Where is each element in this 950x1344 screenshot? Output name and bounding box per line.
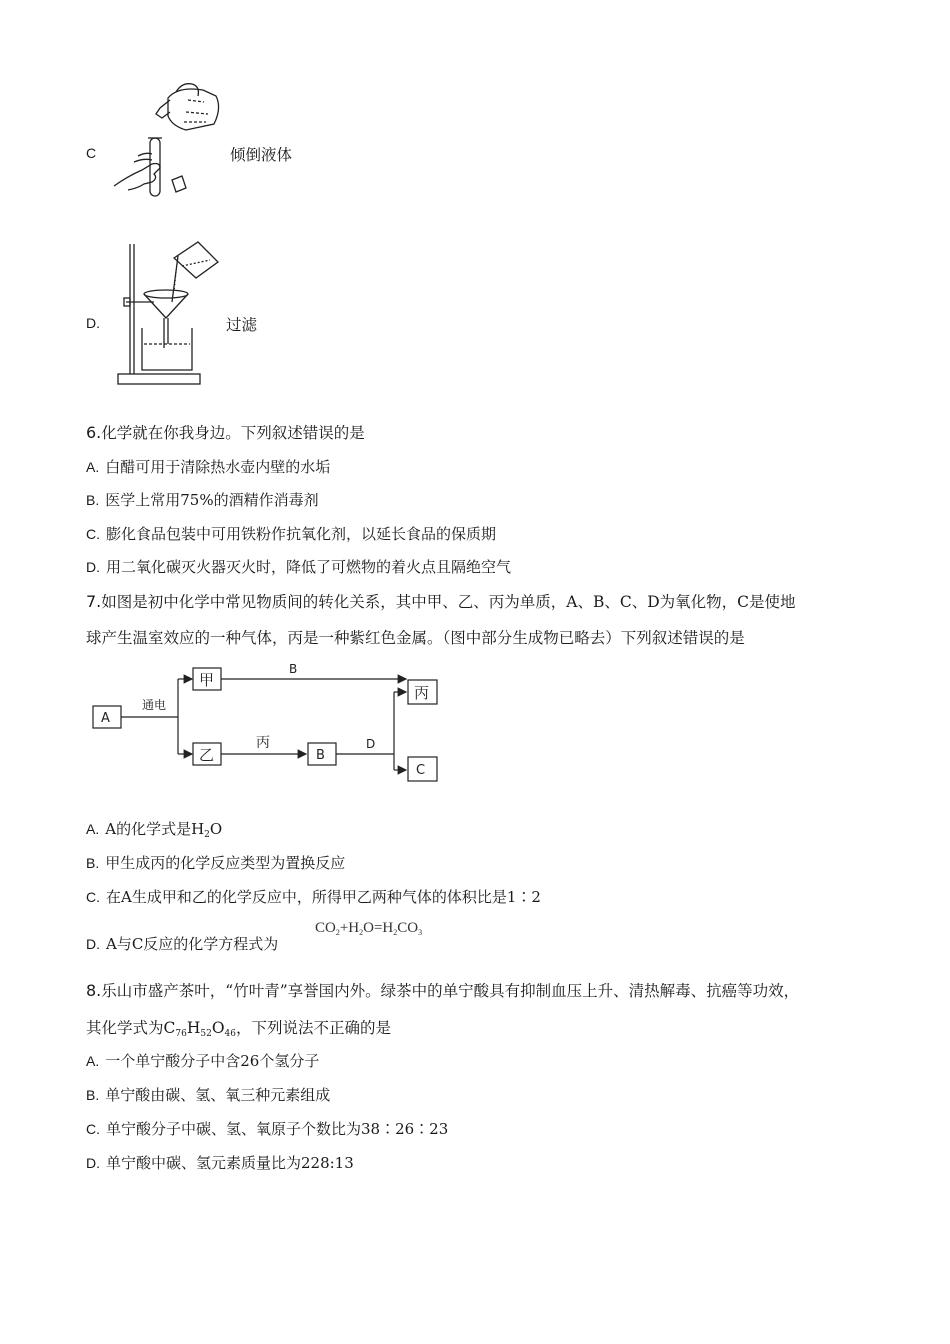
label-d-arrow: D	[366, 737, 376, 751]
option-text: 单宁酸分子中碳、氢、氧原子个数比为38∶26∶23	[106, 1120, 449, 1138]
option-c-caption: 倾倒液体	[230, 146, 293, 164]
question-6-option-b[interactable]	[86, 489, 319, 510]
node-yi: 乙	[199, 746, 215, 764]
question-7-text-line1: 如图是初中化学中常见物质间的转化关系，其中甲、乙、丙为单质，A、B、C、D为氧化物，C是使地	[101, 593, 796, 611]
question-6-option-a[interactable]	[86, 456, 330, 477]
option-letter: B.	[86, 855, 100, 871]
question-7-number: 7.	[86, 592, 102, 611]
option-letter: A.	[86, 821, 100, 837]
equation-co2-h2o: $CO_2+H_2O=H_2CO_3$	[315, 920, 423, 937]
option-text: 单宁酸中碳、氢元素质量比为228:13	[106, 1154, 354, 1172]
option-letter: D.	[86, 936, 100, 952]
option-letter: D.	[86, 559, 100, 575]
question-6-option-d[interactable]	[86, 556, 511, 577]
label-bing-arrow: 丙	[256, 735, 270, 751]
question-7-option-a[interactable]	[86, 818, 222, 840]
question-6-number: 6.	[86, 423, 102, 442]
option-text: 单宁酸由碳、氢、氧三种元素组成	[105, 1086, 331, 1104]
pouring-liquid-illustration	[108, 78, 226, 203]
option-text: 白醋可用于清除热水壶内壁的水垢	[105, 458, 331, 476]
question-6-text: 化学就在你我身边。下列叙述错误的是	[101, 424, 365, 442]
option-letter: C.	[86, 526, 100, 542]
option-text: 用二氧化碳灭火器灭火时，降低了可燃物的着火点且隔绝空气	[106, 558, 512, 576]
label-top-arrow: B	[289, 662, 298, 676]
option-text: A与C反应的化学方程式为	[106, 935, 279, 953]
option-letter: B.	[86, 1087, 100, 1103]
question-7-text-line2: 球产生温室效应的一种气体，丙是一种紫红色金属。（图中部分生成物已略去）下列叙述错误的是	[86, 629, 745, 647]
node-bing: 丙	[414, 684, 430, 702]
option-letter: B.	[86, 492, 100, 508]
option-letter: C.	[86, 1121, 100, 1137]
option-text: A的化学式是H	[105, 820, 205, 838]
node-a: A	[101, 711, 110, 726]
filtration-illustration	[112, 236, 227, 388]
node-jia: 甲	[199, 671, 215, 689]
subscript: 2	[204, 830, 210, 840]
option-text: 膨化食品包装中可用铁粉作抗氧化剂，以延长食品的保质期	[106, 525, 497, 543]
option-c-letter: C	[86, 145, 97, 161]
option-text: 甲生成丙的化学反应类型为置换反应	[105, 854, 346, 872]
option-letter: C.	[86, 889, 100, 905]
option-letter: A.	[86, 1053, 100, 1069]
question-8-text-line1: 乐山市盛产茶叶，“竹叶青”享誉国内外。绿茶中的单宁酸具有抑制血压上升、清热解毒、抗癌等功效，	[101, 982, 800, 1000]
question-8-option-d[interactable]	[86, 1152, 354, 1173]
question-8-text-line2: 其化学式为$C_{76}H_{52}O_{46}$，下列说法不正确的是	[86, 1019, 391, 1039]
label-electrolysis: 通电	[142, 698, 167, 712]
option-text-end: O	[209, 820, 223, 838]
question-7-stem	[86, 590, 796, 612]
option-d-caption: 过滤	[226, 316, 258, 334]
node-c: C	[416, 763, 426, 778]
option-text: 在A生成甲和乙的化学反应中，所得甲乙两种气体的体积比是1∶2	[106, 888, 541, 906]
question-6-option-c[interactable]	[86, 523, 496, 544]
option-text: 一个单宁酸分子中含26个氢分子	[105, 1052, 320, 1070]
question-8-stem	[86, 979, 799, 1001]
question-8-number: 8.	[86, 981, 102, 1000]
option-letter: A.	[86, 459, 100, 475]
question-8-option-c[interactable]	[86, 1118, 448, 1139]
conversion-diagram	[86, 662, 446, 786]
question-8-option-b[interactable]	[86, 1084, 330, 1105]
option-letter: D.	[86, 1155, 100, 1171]
question-8-option-a[interactable]	[86, 1050, 319, 1071]
node-b: B	[316, 748, 325, 763]
option-d-letter: D.	[86, 315, 100, 331]
question-7-option-d[interactable]	[86, 933, 278, 954]
question-7-option-b[interactable]	[86, 852, 345, 873]
question-7-option-c[interactable]	[86, 886, 541, 907]
question-6-stem	[86, 421, 365, 443]
option-text: 医学上常用75%的酒精作消毒剂	[105, 491, 319, 509]
